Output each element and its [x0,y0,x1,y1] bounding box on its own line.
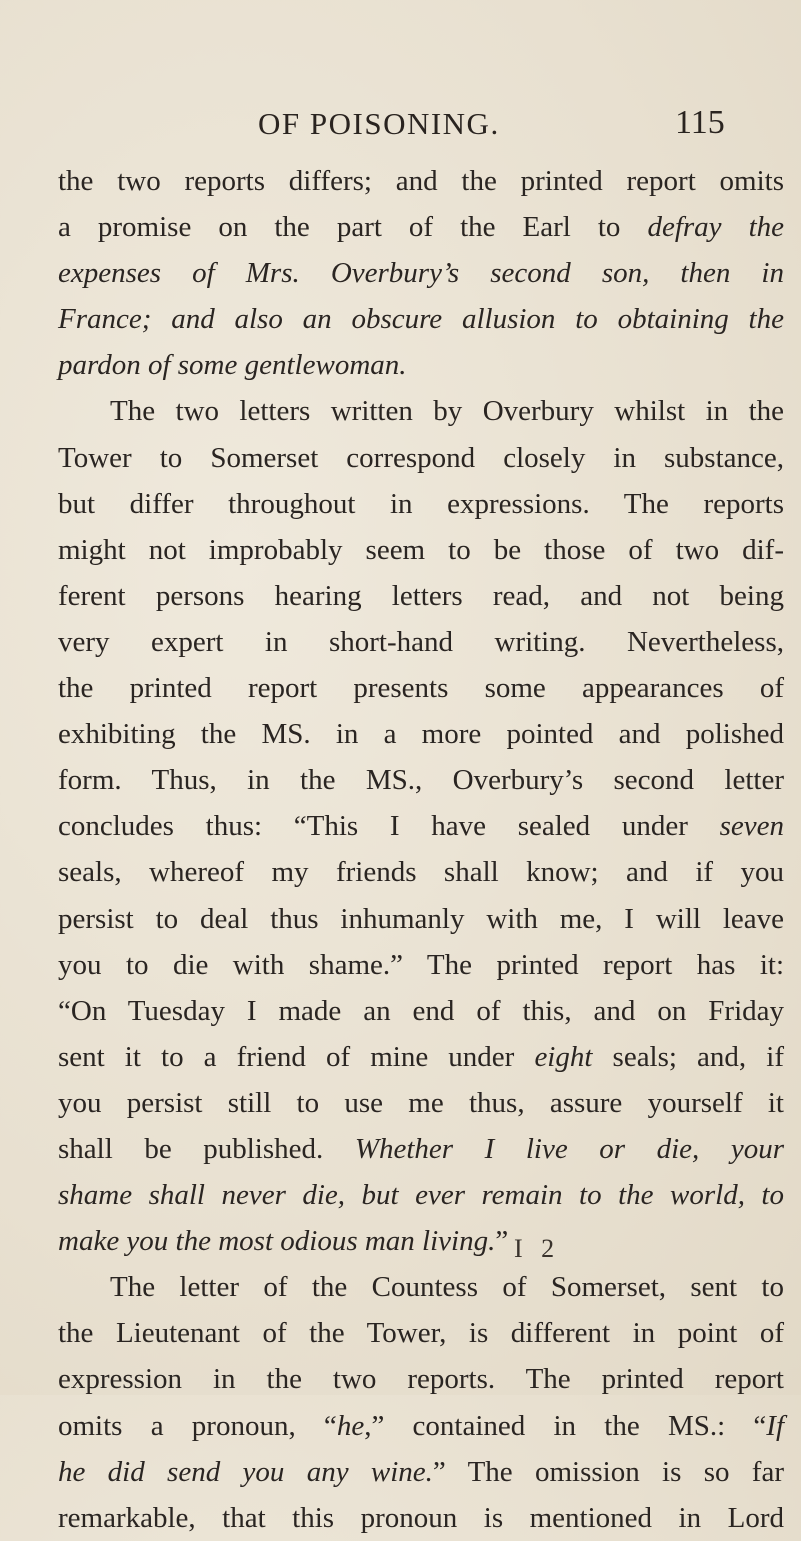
running-head: OF POISONING. [258,106,500,141]
text-line: exhibiting the MS. in a more pointed and polished [58,718,784,751]
text-line: very expert in short-hand writing. Nevertheless, [58,625,784,658]
text-line: form. Thus, in the MS., Overbury’s second letter [58,764,784,797]
text-line: but differ throughout in expressions. The reports [58,487,784,520]
text-line: make you the most odious man living.” [58,1225,509,1258]
text-line: expenses of Mrs. Overbury’s second son, then in [58,257,784,290]
text-line: sent it to a friend of mine under eight seals; and, if [58,1040,784,1073]
page-header [0,98,801,148]
body-text [58,158,784,1541]
text-line: ferent persons hearing letters read, and not being [58,579,784,612]
text-line: pardon of some gentlewoman. [58,349,407,382]
text-line: you persist still to use me thus, assure yourself it [58,1086,784,1119]
text-line: you to die with shame.” The printed report has it: [58,948,784,981]
text-line: remarkable, that this pronoun is mentioned in Lord [58,1501,784,1534]
text-line: a promise on the part of the Earl to defray the [58,211,785,244]
text-line: concludes thus: “This I have sealed under seven [58,810,784,843]
text-line: The two letters written by Overbury whilst in the [110,395,784,428]
text-line: Tower to Somerset correspond closely in substance, [58,441,784,474]
page-number: 115 [675,104,725,141]
text-line: shall be published. Whether I live or die, your [58,1132,784,1165]
text-line: seals, whereof my friends shall know; and if you [58,856,784,889]
text-line: might not improbably seem to be those of two dif- [58,533,784,566]
text-line: “On Tuesday I made an end of this, and on Friday [58,994,784,1027]
text-line: The letter of the Countess of Somerset, sent to [110,1271,784,1304]
text-line: France; and also an obscure allusion to obtaining the [58,303,784,336]
text-line: the Lieutenant of the Tower, is different in point of [58,1317,784,1350]
text-line: omits a pronoun, “he,” contained in the MS.: “If [58,1409,784,1442]
text-line: persist to deal thus inhumanly with me, I will leave [58,902,784,935]
text-line: the printed report presents some appearances of [58,672,784,705]
text-line: shame shall never die, but ever remain to the world, to [58,1179,784,1212]
text-line: he did send you any wine.” The omission is so far [58,1455,784,1488]
text-line: the two reports differs; and the printed report omits [58,165,784,197]
text-line: expression in the two reports. The printed report [58,1363,784,1396]
signature-mark: I 2 [514,1234,561,1263]
